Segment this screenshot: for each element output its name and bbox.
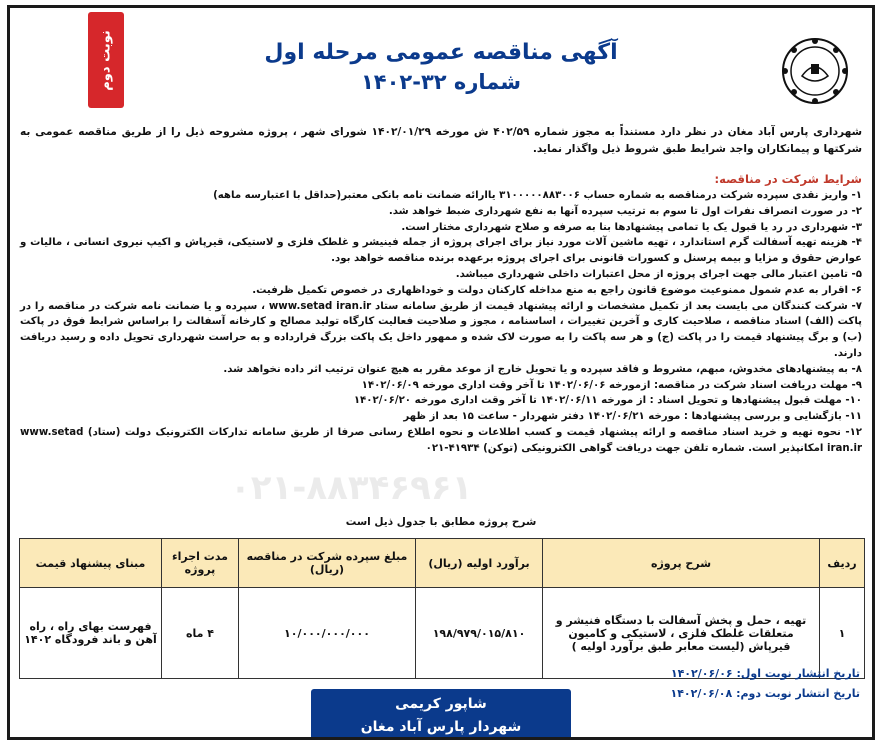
phone-watermark: ۰۲۱-۸۸۳۴۶۹۶۱ — [230, 468, 473, 508]
title-block — [10, 38, 872, 96]
page-title: آگهی مناقصه عمومی مرحله اول — [264, 40, 618, 65]
condition-item: ۴- هزینه تهیه آسفالت گرم استاندارد ، تهیه ماشین آلات مورد نیاز برای اجرای پروژه از جمله فینیشر و غلطک فلزی و لاستیکی، قیرپاش و اکیپ نیروی انسانی ، مالیات و عوارض حقوق و مزایا و بیمه پرسنل و کسورات قانونی برای اجرای پروژه برعهده برنده مناقصه خواهد بود. — [20, 237, 862, 265]
condition-item: ۲- در صورت انصراف نفرات اول تا سوم به ترتیب سپرده آنها به نفع شهرداری ضبط خواهد شد. — [388, 205, 862, 217]
conditions-list — [20, 188, 862, 457]
condition-item: ۹- مهلت دریافت اسناد شرکت در مناقصه: ازمورخه ۱۴۰۲/۰۶/۰۶ تا آخر وقت اداری مورخه ۱۴۰۲/۰۶/۰۹ — [361, 379, 862, 391]
intro-paragraph: شهرداری پارس آباد مغان در نظر دارد مستنداً به مجوز شماره ۴۰۲/۵۹ ش مورخه ۱۴۰۲/۰۱/۲۹ شورای شهر ، پروژه مشروحه ذیل را از طریق مناقصه عمومی به شرکتها و پیمانکاران واجد شرایط طبق شروط ذیل واگذار نماید. — [20, 126, 863, 155]
project-table — [19, 538, 865, 679]
second-publication-date: تاریخ انتشار نوبت دوم: ۱۴۰۲/۰۶/۰۸ — [670, 687, 860, 700]
col-deposit: مبلغ سپرده شرکت در مناقصه (ریال) — [239, 539, 416, 588]
table-header-row — [20, 539, 865, 588]
condition-item: ۵- تامین اعتبار مالی جهت اجرای پروژه از محل اعتبارات داخلی شهرداری میباشد. — [455, 268, 862, 280]
col-price-basis: مبنای پیشنهاد قیمت — [20, 539, 162, 588]
round-badge — [88, 12, 124, 108]
tender-number: شماره ۳۲-۱۴۰۲ — [360, 70, 522, 94]
cell-price-basis: فهرست بهای راه ، راه آهن و باند فرودگاه ۱۴۰۲ — [20, 588, 162, 679]
condition-item: ۱۰- مهلت قبول پیشنهادها و تحویل اسناد : از مورخه ۱۴۰۲/۰۶/۱۱ تا آخر وقت اداری مورخه ۱۴۰۲/۰۶/۲۰ — [353, 395, 862, 407]
condition-item: ۳- شهرداری در رد یا قبول یک یا تمامی پیشنهادها بنا به صرفه و صلاح شهرداری مختار است. — [401, 221, 862, 233]
cell-row-number: ۱ — [820, 588, 865, 679]
col-estimate: برآورد اولیه (ریال) — [416, 539, 543, 588]
first-publication-date: تاریخ انتشار نوبت اول: ۱۴۰۲/۰۶/۰۶ — [670, 667, 860, 680]
round-badge-label: نوبت دوم — [98, 29, 114, 91]
table-title: شرح پروژه مطابق با جدول ذیل است — [345, 516, 537, 528]
header — [10, 8, 872, 126]
condition-item: ۱۱- بازگشایی و بررسی پیشنهادها : مورخه ۱۴۰۲/۰۶/۲۱ دفتر شهردار - ساعت ۱۵ بعد از ظهر — [403, 411, 862, 423]
col-description: شرح پروژه — [543, 539, 820, 588]
mayor-title: شهردار پارس آباد مغان — [360, 719, 522, 735]
mayor-name: شاپور کریمی — [395, 696, 487, 712]
conditions-heading: شرایط شرکت در مناقصه: — [714, 172, 862, 186]
cell-estimate: ۱۹۸/۹۷۹/۰۱۵/۸۱۰ — [416, 588, 543, 679]
col-duration: مدت اجراء پروژه — [162, 539, 239, 588]
condition-item: ۶- اقرار به عدم شمول ممنوعیت موضوع قانون راجع به منع مداخله کارکنان دولت و خوداظهاری در خصوص تکمیل ظرفیت. — [252, 284, 862, 296]
cell-deposit: ۱۰/۰۰۰/۰۰۰/۰۰۰ — [239, 588, 416, 679]
cell-duration: ۴ ماه — [162, 588, 239, 679]
condition-item: ۷- شرکت کنندگان می بایست بعد از تکمیل مشخصات و ارائه پیشنهاد قیمت از طریق سامانه ستاد www.setad iran.ir ، سپرده و یا ضمانت نامه شرکت در مناقصه را در پاکت (الف) اسناد مناقصه ، صلاحیت کاری و آخرین تغییرات ، اساسنامه ، مجوز و صلاحیت فعالیت کارگاه تولید مصالح و کارخانه آسفالت را براساس شرایط فوق در پاکت (ب) و برگ پیشنهاد قیمت را در پاکت (ج) و هر سه پاکت را به صورت لاک شده و ممهور داخل یک پاکت بزرگ قرارداده و به حراست شهرداری تحویل داده و رسید دریافت دارند. — [20, 300, 862, 359]
publication-dates — [670, 664, 860, 704]
condition-item: ۱۲- نحوه تهیه و خرید اسناد مناقصه و ارائه پیشنهاد قیمت و کسب اطلاعات و نحوه اطلاع رسانی صرفا از طریق سامانه تدارکات الکترونیک دولت (ستاد) www.setad iran.ir امکانپذیر است. شماره تلفن جهت دریافت گواهی الکترونیکی (توکن) ۴۱۹۳۴-۰۲۱ — [20, 426, 862, 454]
signature-box — [311, 689, 571, 740]
tender-advertisement — [7, 5, 875, 740]
condition-item: ۸- به پیشنهادهای مخدوش، مبهم، مشروط و فاقد سپرده و یا تحویل خارج از موعد مقرر به هیچ عنوان ترتیب اثر داده نخواهد شد. — [223, 363, 862, 375]
condition-item: ۱- واریز نقدی سپرده شرکت درمناقصه به شماره حساب ۳۱۰۰۰۰۰۸۸۳۰۰۶ یاارائه ضمانت نامه بانکی معتبر(حداقل با اعتبارسه ماهه) — [213, 190, 862, 201]
cell-description: تهیه ، حمل و پخش آسفالت با دستگاه فنیشر و متعلقات غلطک فلزی ، لاستیکی و کامیون قیرپاش (لیست معابر طبق برآورد اولیه ) — [543, 588, 820, 679]
col-row-number: ردیف — [820, 539, 865, 588]
